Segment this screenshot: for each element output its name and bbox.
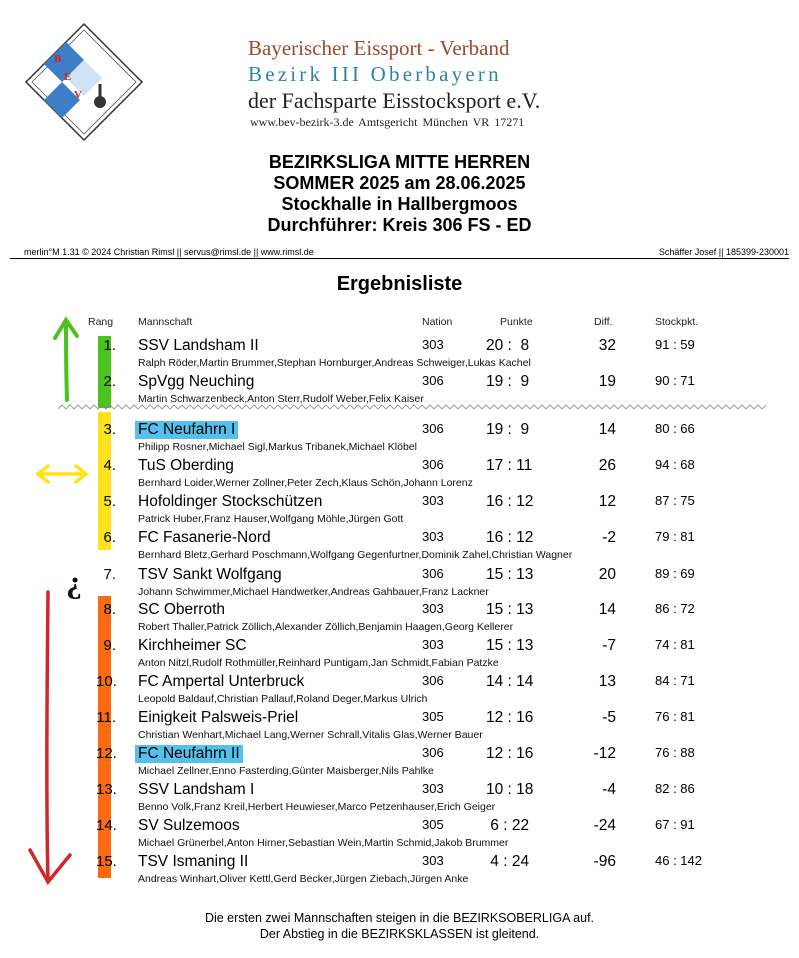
table-row: [0, 745, 799, 781]
org-line-2: Bezirk III Oberbayern: [248, 62, 502, 86]
diff-cell: 13: [598, 673, 616, 690]
diff-cell: 20: [598, 566, 616, 583]
stockpoints-cell: 91 : 59: [655, 337, 695, 352]
svg-text:E: E: [64, 71, 72, 83]
player-list: Martin Schwarzenbeck,Anton Sterr,Rudolf Weber,Felix Kaiser: [138, 393, 424, 405]
table-row: [0, 781, 799, 817]
player-list: Andreas Winhart,Oliver Kettl,Gerd Becker,Jürgen Ziebach,Jürgen Anke: [138, 873, 469, 885]
team-name: SV Sulzemoos: [138, 817, 240, 834]
rank-cell: 1.: [103, 337, 116, 354]
stockpoints-cell: 94 : 68: [655, 457, 695, 472]
points-cell: 20 : 8: [486, 337, 530, 354]
points-cell: 19 : 9: [486, 373, 530, 390]
nation-cell: 303: [422, 637, 444, 652]
table-row: [0, 709, 799, 745]
stockpoints-cell: 87 : 75: [655, 493, 695, 508]
rank-cell: 7.: [103, 566, 116, 583]
nation-cell: 303: [422, 781, 444, 796]
rank-cell: 15.: [96, 853, 117, 870]
footer-line-2: Der Abstieg in die BEZIRKSKLASSEN ist gleitend.: [259, 927, 540, 941]
player-list: Johann Schwimmer,Michael Handwerker,Andreas Gahbauer,Franz Lackner: [138, 586, 489, 598]
col-rang: Rang: [88, 316, 114, 328]
rank-cell: 10.: [96, 673, 117, 690]
stockpoints-cell: 89 : 69: [655, 566, 695, 581]
team-name-highlighted: FC Neufahrn I: [135, 421, 238, 439]
diff-cell: 12: [598, 493, 616, 510]
points-cell: 14 : 14: [486, 673, 534, 690]
logo-graphic: [24, 22, 144, 142]
player-list: Philipp Rosner,Michael Sigl,Markus Tribanek,Michael Klöbel: [138, 441, 417, 453]
diff-cell: -2: [602, 529, 616, 546]
table-row: [0, 637, 799, 673]
player-list: Ralph Röder,Martin Brummer,Stephan Hornburger,Andreas Schweiger,Lukas Kachel: [138, 357, 531, 369]
team-name: Hofoldinger Stockschützen: [138, 493, 323, 510]
nation-cell: 306: [422, 673, 444, 688]
diff-cell: 14: [598, 601, 616, 618]
table-row: [0, 457, 799, 493]
document-title: [0, 152, 799, 236]
team-name: TuS Oberding: [138, 457, 234, 474]
title-line-4: Durchführer: Kreis 306 FS - ED: [267, 215, 532, 235]
team-name: Einigkeit Palsweis-Priel: [138, 709, 299, 726]
nation-cell: 306: [422, 566, 444, 581]
rank-cell: 4.: [103, 457, 116, 474]
rank-cell: 2.: [103, 373, 116, 390]
nation-cell: 303: [422, 601, 444, 616]
title-line-2: SOMMER 2025 am 28.06.2025: [273, 173, 526, 193]
footer-line-1: Die ersten zwei Mannschaften steigen in die BEZIRKSOBERLIGA auf.: [204, 911, 595, 925]
player-list: Leopold Baldauf,Christian Pallauf,Roland Deger,Markus Ulrich: [138, 693, 428, 705]
points-cell: 12 : 16: [486, 709, 534, 726]
rank-cell: 6.: [103, 529, 116, 546]
stockpoints-cell: 76 : 81: [655, 709, 695, 724]
diff-cell: -96: [593, 853, 616, 870]
diff-cell: 14: [598, 421, 616, 438]
player-list: Michael Zellner,Enno Fasterding,Günter Maisberger,Nils Pahlke: [138, 765, 434, 777]
rank-cell: 12.: [96, 745, 117, 762]
table-row: [0, 566, 799, 602]
diff-cell: 26: [598, 457, 616, 474]
rank-cell: 5.: [103, 493, 116, 510]
table-row: [0, 529, 799, 565]
nation-cell: 306: [422, 373, 444, 388]
points-cell: 10 : 18: [486, 781, 534, 798]
stockpoints-cell: 90 : 71: [655, 373, 695, 388]
diff-cell: -12: [593, 745, 616, 762]
team-name: SSV Landsham II: [138, 337, 259, 354]
points-cell: 4 : 24: [486, 853, 530, 870]
table-row: [0, 817, 799, 853]
stockpoints-cell: 76 : 88: [655, 745, 695, 760]
team-name-highlighted: FC Neufahrn II: [135, 745, 243, 763]
stockpoints-cell: 86 : 72: [655, 601, 695, 616]
player-list: Robert Thaller,Patrick Zöllich,Alexander Zöllich,Benjamin Haagen,Georg Kellerer: [138, 621, 514, 633]
team-name: Kirchheimer SC: [138, 637, 247, 654]
table-row: [0, 337, 799, 373]
org-line-3: der Fachsparte Eisstocksport e.V.: [248, 88, 541, 113]
title-line-1: BEZIRKSLIGA MITTE HERREN: [268, 152, 531, 172]
points-cell: 19 : 9: [486, 421, 530, 438]
rank-cell: 11.: [96, 709, 116, 726]
rank-cell: 13.: [96, 781, 117, 798]
team-name: SSV Landsham I: [138, 781, 255, 798]
points-cell: 6 : 22: [486, 817, 530, 834]
org-line-1: Bayerischer Eissport - Verband: [248, 36, 510, 60]
player-list: Michael Grünerbel,Anton Hirner,Sebastian Wein,Martin Schmid,Jakob Brummer: [138, 837, 509, 849]
table-row: [0, 493, 799, 529]
rank-cell: 8.: [103, 601, 116, 618]
stockpoints-cell: 82 : 86: [655, 781, 695, 796]
team-name: FC Ampertal Unterbruck: [138, 673, 305, 690]
logo-letters: B: [54, 53, 62, 65]
org-line-4: www.bev-bezirk-3.de Amtsgericht München VR 17271: [250, 115, 525, 129]
stockpoints-cell: 46 : 142: [655, 853, 702, 868]
points-cell: 16 : 12: [486, 529, 534, 546]
table-row: [0, 373, 799, 409]
team-name: SC Oberroth: [138, 601, 226, 618]
player-list: Patrick Huber,Franz Hauser,Wolfgang Möhle,Jürgen Gott: [138, 513, 404, 525]
diff-cell: 19: [598, 373, 616, 390]
nation-cell: 303: [422, 493, 444, 508]
points-cell: 15 : 13: [486, 637, 534, 654]
author-id: Schäffer Josef || 185399-230001: [658, 247, 789, 257]
diff-cell: -7: [602, 637, 616, 654]
stockpoints-cell: 79 : 81: [655, 529, 695, 544]
stockpoints-cell: 67 : 91: [655, 817, 695, 832]
header-divider: [10, 258, 789, 259]
col-mannschaft: Mannschaft: [138, 316, 193, 328]
rank-cell: 3.: [103, 421, 116, 438]
team-name: TSV Ismaning II: [138, 853, 249, 870]
software-credit: merlin°M 1.31 © 2024 Christian Rimsl || servus@rimsl.de || www.rimsl.de: [24, 247, 314, 257]
table-row: [0, 421, 799, 457]
points-cell: 17 : 11: [486, 457, 533, 474]
player-list: Christian Wenhart,Michael Lang,Werner Schrall,Vitalis Glas,Werner Bauer: [138, 729, 483, 741]
team-name: FC Fasanerie-Nord: [138, 529, 271, 546]
points-cell: 15 : 13: [486, 566, 534, 583]
diff-cell: -24: [593, 817, 616, 834]
nation-cell: 305: [422, 709, 444, 724]
diff-cell: -4: [602, 781, 616, 798]
points-cell: 16 : 12: [486, 493, 534, 510]
stockpoints-cell: 80 : 66: [655, 421, 695, 436]
question-mark: ¿: [66, 563, 82, 599]
stockpoints-cell: 84 : 71: [655, 673, 695, 688]
points-cell: 12 : 16: [486, 745, 534, 762]
rank-cell: 14.: [96, 817, 117, 834]
player-list: Benno Volk,Franz Kreil,Herbert Heuwieser,Marco Petzenhauser,Erich Geiger: [138, 801, 496, 813]
svg-text:V: V: [74, 89, 82, 101]
player-list: Bernhard Loider,Werner Zollner,Peter Zech,Klaus Schön,Johann Lorenz: [138, 477, 473, 489]
nation-cell: 303: [422, 337, 444, 352]
diff-cell: 32: [598, 337, 616, 354]
nation-cell: 303: [422, 853, 444, 868]
nation-cell: 306: [422, 457, 444, 472]
title-line-3: Stockhalle in Hallbergmoos: [281, 194, 518, 214]
stockpoints-cell: 74 : 81: [655, 637, 695, 652]
table-row: [0, 853, 799, 889]
nation-cell: 306: [422, 421, 444, 436]
team-name: SpVgg Neuching: [138, 373, 255, 390]
team-name: TSV Sankt Wolfgang: [138, 566, 282, 583]
nation-cell: 303: [422, 529, 444, 544]
col-stockpkt: Stockpkt.: [655, 316, 699, 328]
col-diff: Diff.: [594, 316, 613, 328]
diff-cell: -5: [602, 709, 616, 726]
points-cell: 15 : 13: [486, 601, 534, 618]
rank-cell: 9.: [103, 637, 116, 654]
footer-note: [0, 910, 799, 942]
col-punkte: Punkte: [500, 316, 533, 328]
col-nation: Nation: [422, 316, 453, 328]
player-list: Bernhard Bletz,Gerhard Poschmann,Wolfgang Gegenfurtner,Dominik Zahel,Christian Wagner: [138, 549, 573, 561]
nation-cell: 305: [422, 817, 444, 832]
page-heading: Ergebnisliste: [336, 273, 463, 295]
table-row: [0, 673, 799, 709]
nation-cell: 306: [422, 745, 444, 760]
bev-logo: [24, 22, 144, 142]
player-list: Anton Nitzl,Rudolf Rothmüller,Reinhard Puntigam,Jan Schmidt,Fabian Patzke: [138, 657, 499, 669]
table-row: [0, 601, 799, 637]
